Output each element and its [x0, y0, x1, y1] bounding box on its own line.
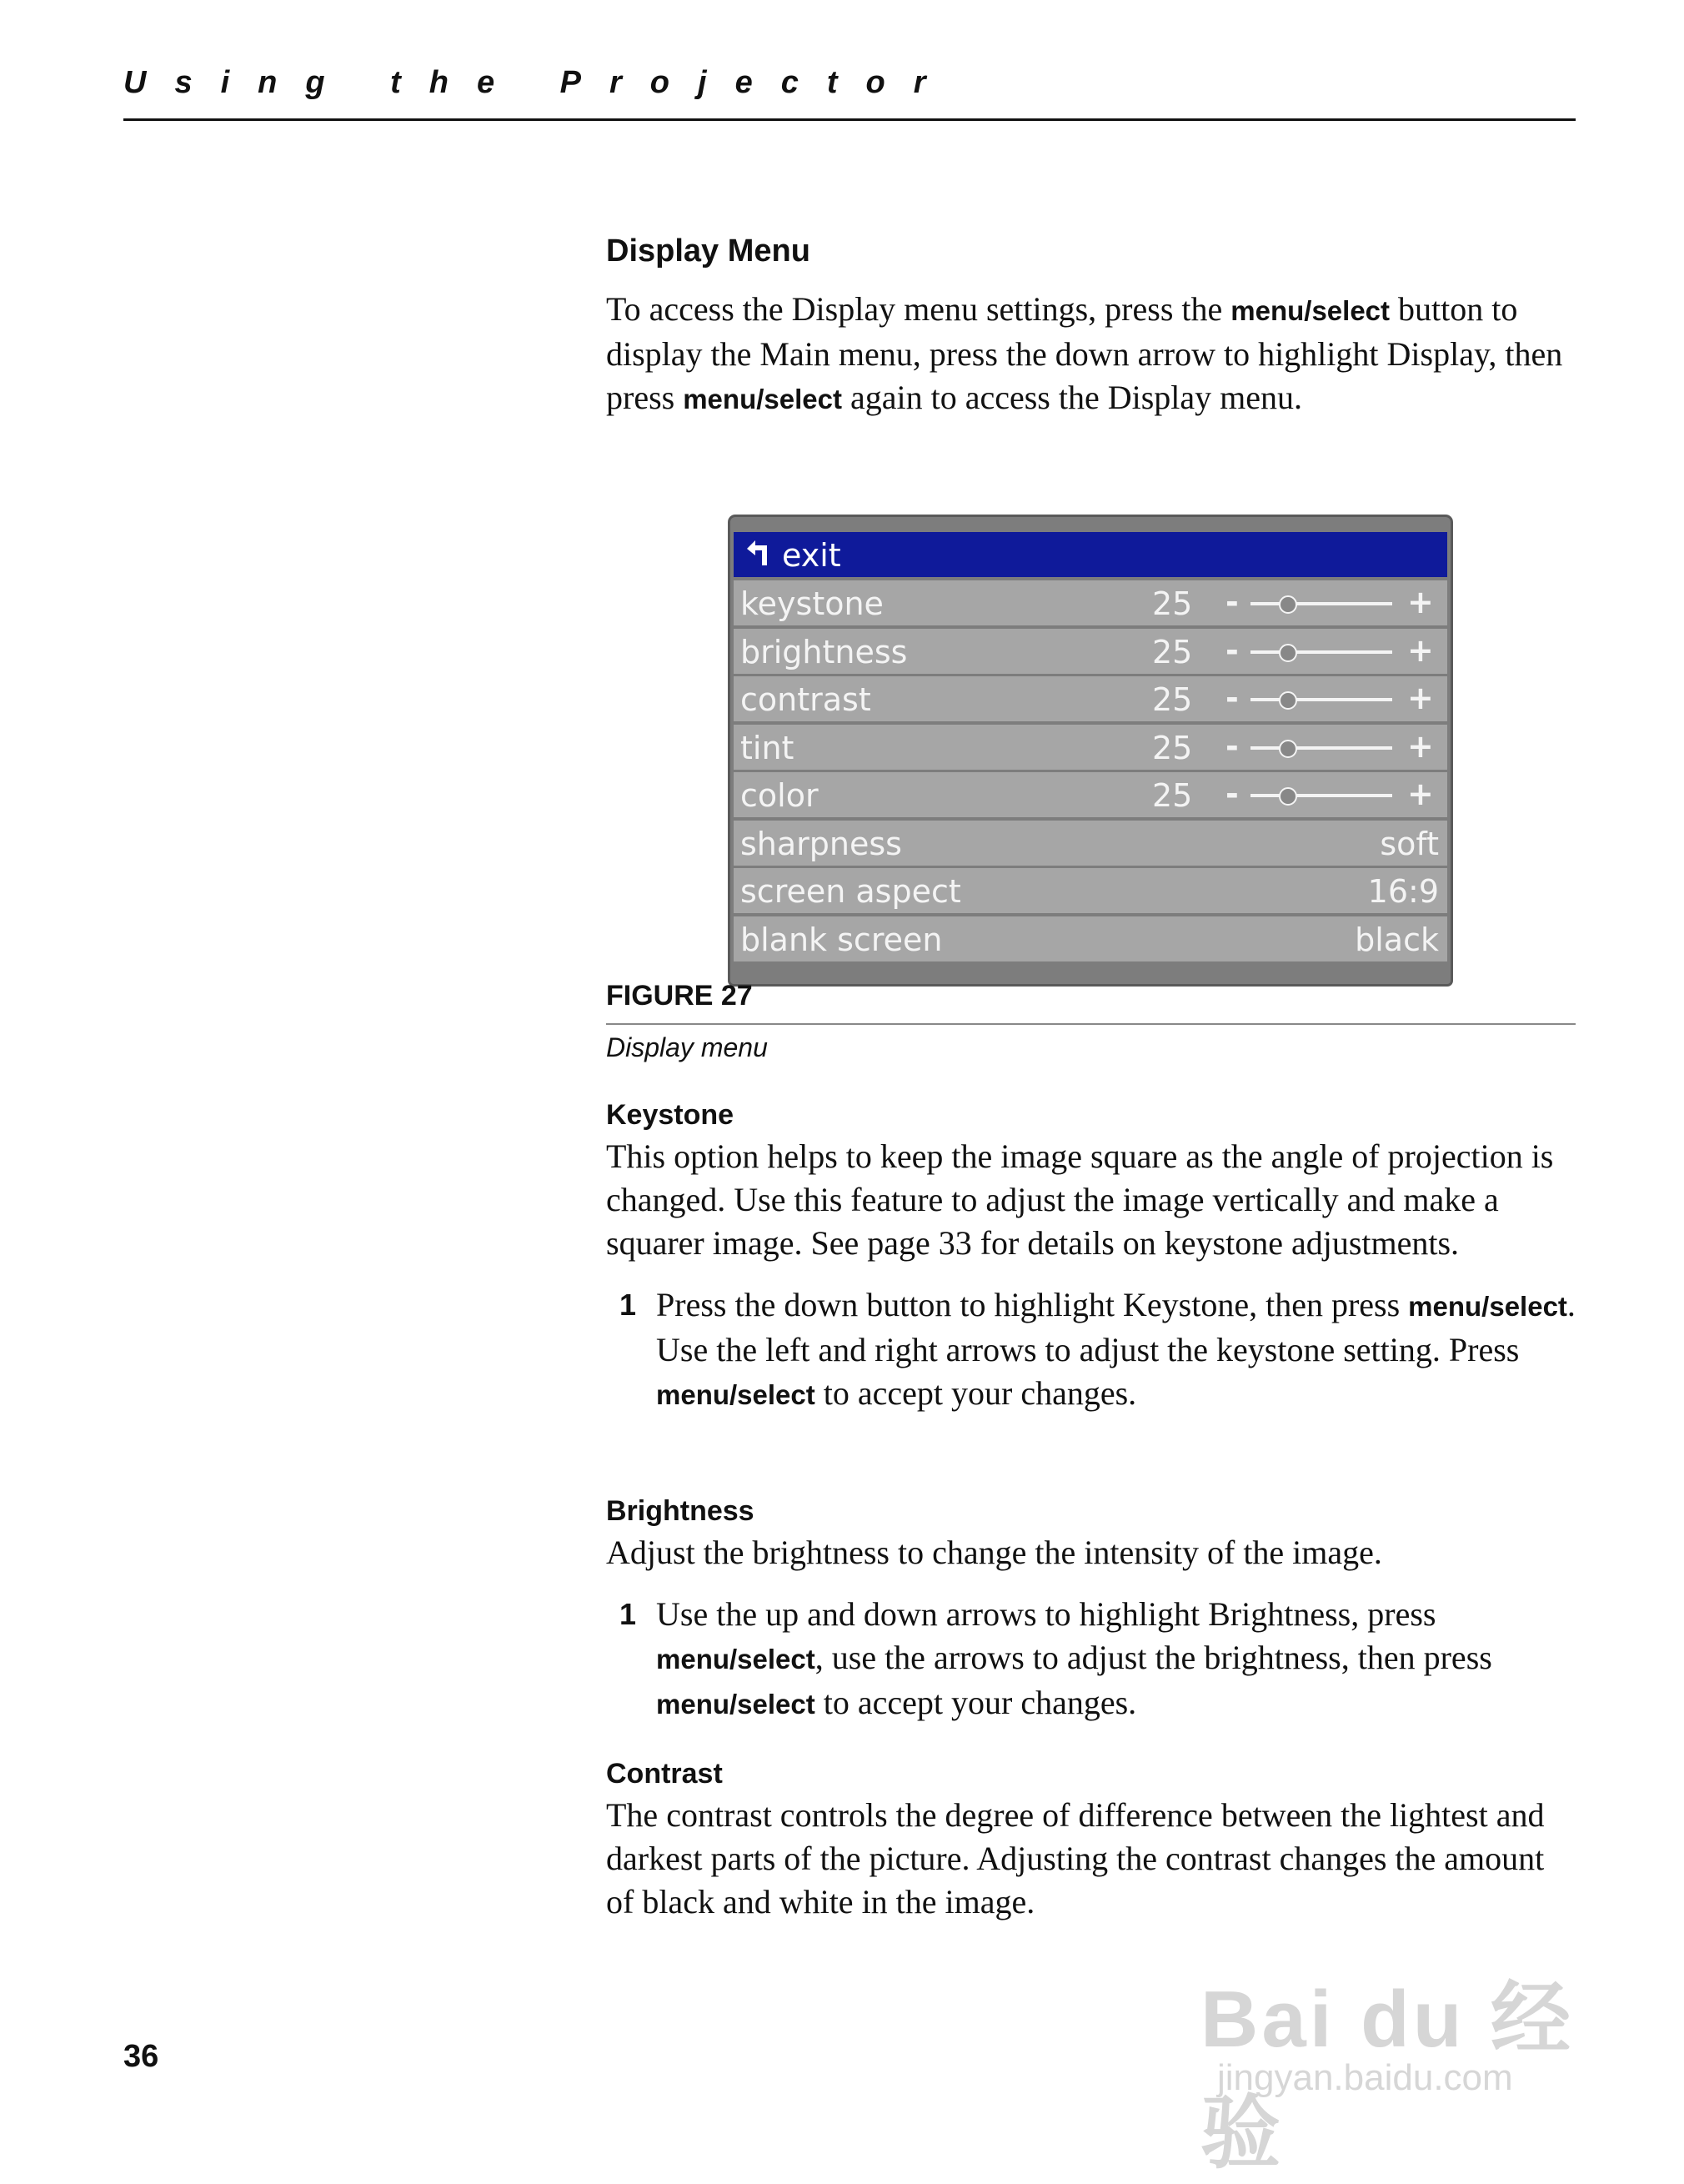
menu-row-label: brightness — [740, 633, 908, 670]
keyword: menu/select — [656, 1379, 815, 1410]
menu-row-screen-aspect — [734, 868, 1447, 913]
menu-row-value: 25 — [1152, 729, 1193, 766]
slider-knob — [1279, 691, 1297, 710]
slider-knob — [1279, 740, 1297, 758]
menu-row-exit — [734, 532, 1447, 577]
return-arrow-icon — [740, 537, 774, 570]
slider-plus-icon: + — [1407, 776, 1434, 812]
menu-row-value: soft — [1380, 825, 1439, 862]
header-rule — [123, 118, 1576, 121]
intro-block — [606, 233, 1576, 421]
brightness-heading: Brightness — [606, 1495, 754, 1527]
menu-row-blank-screen — [734, 916, 1447, 961]
menu-row-label: keystone — [740, 585, 884, 622]
slider-minus-icon: - — [1225, 680, 1239, 716]
slider-track — [1250, 746, 1392, 750]
keystone-step: 1 Press the down button to highlight Keystone, then press menu/select. Use the left and right arrows to adjust the keystone setting. Press menu/select to accept your changes. — [606, 1283, 1576, 1417]
menu-row-label: tint — [740, 729, 794, 766]
menu-row-label: sharpness — [740, 825, 902, 862]
menu-row-label: color — [740, 777, 819, 814]
contrast-heading: Contrast — [606, 1758, 723, 1790]
keyword: menu/select — [656, 1689, 815, 1720]
menu-row-label: blank screen — [740, 921, 943, 958]
slider-minus-icon: - — [1225, 584, 1239, 620]
menu-row-value: 16:9 — [1367, 873, 1439, 910]
step-number: 1 — [619, 1288, 637, 1322]
menu-row-keystone — [734, 580, 1447, 625]
slider-plus-icon: + — [1407, 631, 1434, 669]
section-title: Display Menu — [606, 233, 810, 269]
keystone-heading: Keystone — [606, 1099, 734, 1131]
slider-knob — [1279, 644, 1297, 662]
keystone-body: This option helps to keep the image square as the angle of projection is changed. Use this feature to adjust the image vertically and make a squarer image. See page 33 for details on keystone adjustments. — [606, 1137, 1554, 1262]
menu-exit-label: exit — [782, 537, 841, 574]
figure-caption: Display menu — [606, 1032, 768, 1062]
slider-plus-icon: + — [1407, 584, 1434, 620]
step-number: 1 — [619, 1597, 637, 1631]
menu-row-tint — [734, 725, 1447, 770]
menu-row-brightness — [734, 629, 1447, 674]
menu-row-value: 25 — [1152, 777, 1193, 814]
slider-minus-icon: - — [1225, 776, 1239, 812]
brightness-step: 1 Use the up and down arrows to highlight Brightness, press menu/select, use the arrows to adjust the brightness, then press menu/select to accept your changes. — [606, 1593, 1576, 1726]
intro-paragraph: To access the Display menu settings, press the menu/select button to display the Main menu, press the down arrow to highlight Display, then press menu/select again to access the Display menu. — [606, 290, 1563, 416]
page-number: 36 — [123, 2039, 159, 2074]
keyword: menu/select — [656, 1644, 815, 1674]
menu-row-value: 25 — [1152, 633, 1193, 670]
watermark-url: jingyan.baidu.com — [1217, 2057, 1513, 2098]
figure-rule — [606, 1023, 1576, 1025]
brightness-body: Adjust the brightness to change the intensity of the image. — [606, 1534, 1382, 1571]
figure-label: FIGURE 27 — [606, 980, 753, 1012]
display-menu-screenshot — [730, 517, 1451, 984]
baidu-watermark — [1200, 1930, 1592, 2178]
contrast-section — [606, 1758, 1576, 1924]
menu-row-color — [734, 772, 1447, 817]
menu-row-sharpness — [734, 821, 1447, 866]
slider-track — [1250, 794, 1392, 797]
slider-track — [1250, 698, 1392, 701]
watermark-logo: Bai du 经验 — [1200, 1975, 1575, 2178]
slider-knob — [1279, 595, 1297, 614]
slider-plus-icon: + — [1407, 680, 1434, 716]
menu-row-value: 25 — [1152, 681, 1193, 718]
menu-row-label: contrast — [740, 681, 871, 718]
contrast-body: The contrast controls the degree of difference between the lightest and darkest parts of the picture. Adjusting the contrast changes the amount of black and white in the image. — [606, 1796, 1545, 1920]
slider-track — [1250, 650, 1392, 654]
menu-row-value: black — [1355, 921, 1439, 958]
menu-row-label: screen aspect — [740, 873, 961, 910]
keyword: menu/select — [683, 384, 842, 414]
menu-row-contrast — [734, 676, 1447, 721]
slider-plus-icon: + — [1407, 727, 1434, 765]
slider-knob — [1279, 787, 1297, 806]
keystone-section — [606, 1099, 1576, 1417]
slider-minus-icon: - — [1225, 631, 1239, 669]
slider-track — [1250, 602, 1392, 605]
running-header: Using the Projector — [123, 65, 955, 100]
menu-row-value: 25 — [1152, 585, 1193, 622]
keyword: menu/select — [1230, 295, 1391, 326]
brightness-section — [606, 1495, 1576, 1726]
keyword: menu/select — [1408, 1291, 1567, 1322]
slider-minus-icon: - — [1225, 727, 1239, 765]
